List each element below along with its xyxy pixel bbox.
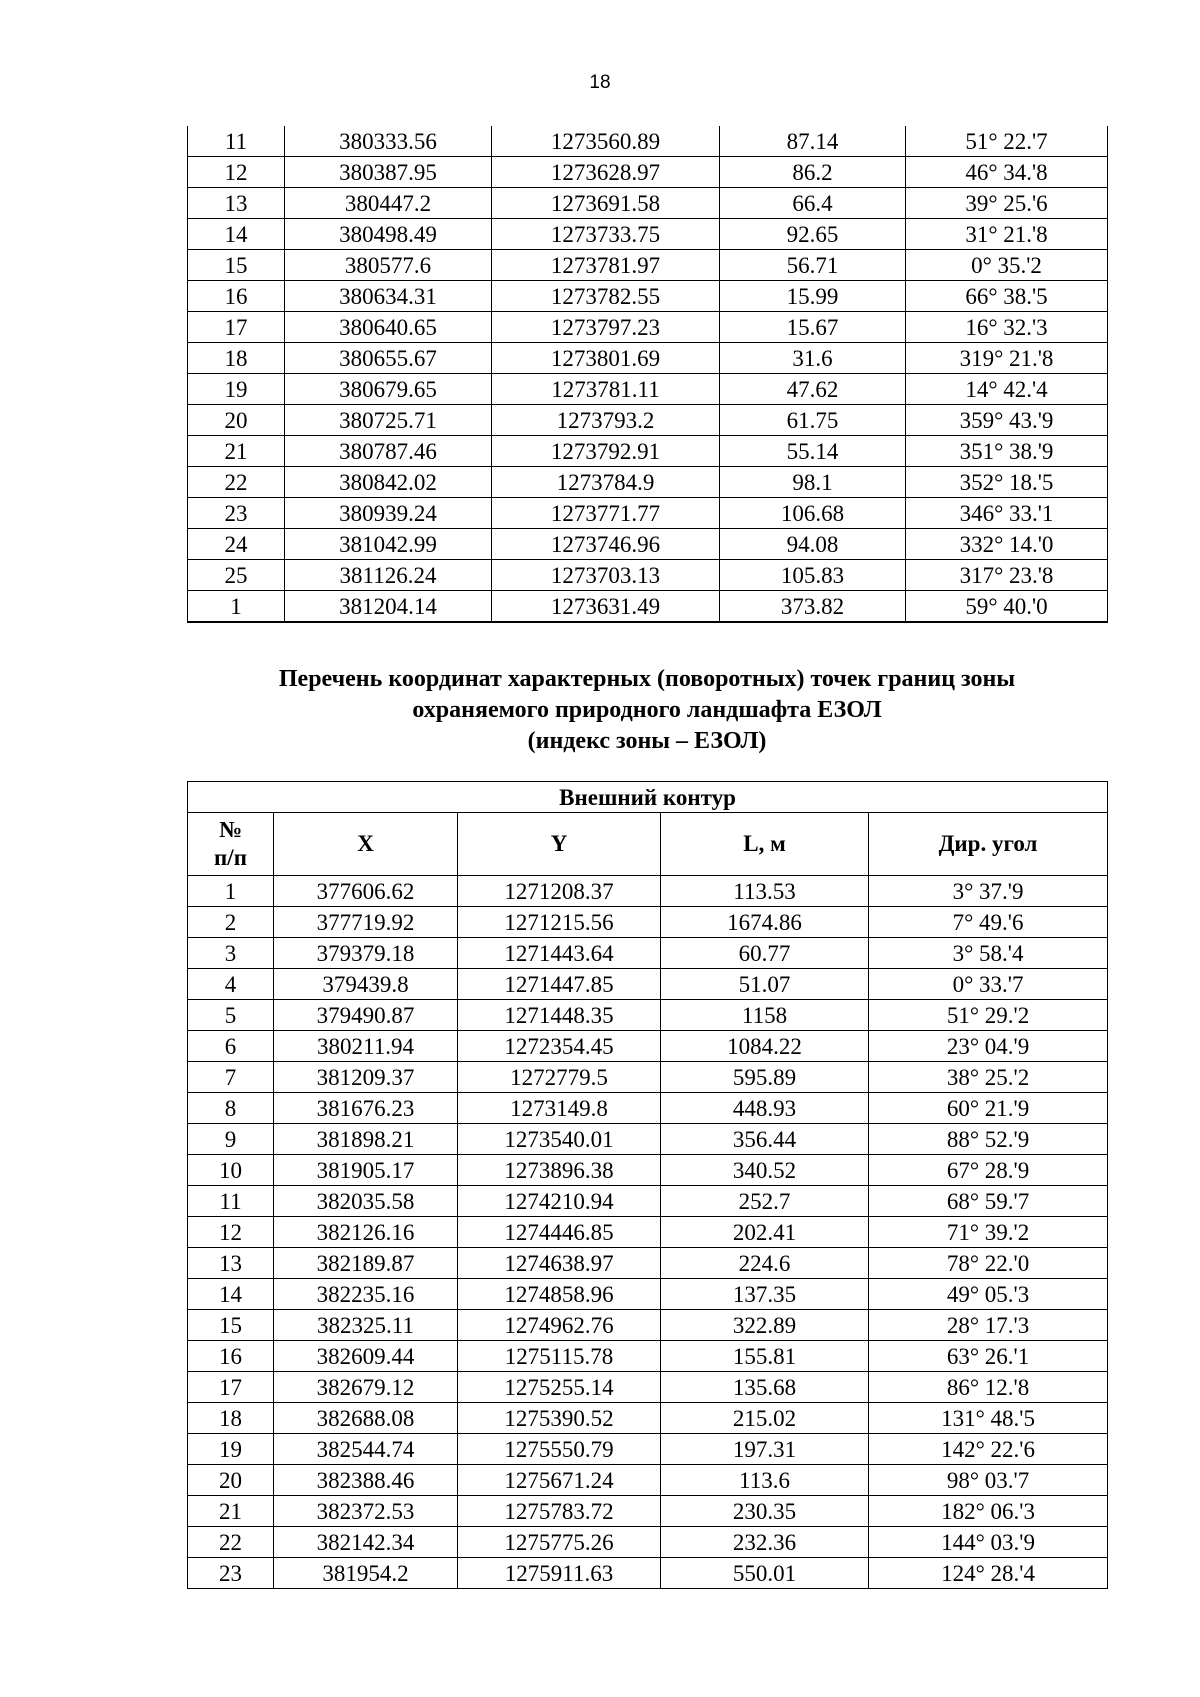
cell-x: 377606.62: [274, 876, 458, 907]
cell-number: 15: [188, 1310, 274, 1341]
cell-y: 1273784.9: [492, 467, 720, 498]
cell-length: 224.6: [661, 1248, 869, 1279]
cell-number: 18: [188, 343, 285, 374]
table-row: [188, 281, 1108, 312]
cell-length: 230.35: [661, 1496, 869, 1527]
cell-x: 380387.95: [285, 157, 492, 188]
cell-length: 595.89: [661, 1062, 869, 1093]
heading-line-3: (индекс зоны – ЕЗОЛ): [527, 728, 767, 754]
cell-x: 382609.44: [274, 1341, 458, 1372]
outer-contour-table: [187, 781, 1108, 1589]
cell-number: 13: [188, 188, 285, 219]
header-y: Y: [458, 813, 661, 876]
cell-x: 379379.18: [274, 938, 458, 969]
table-row: [188, 219, 1108, 250]
cell-x: 381954.2: [274, 1558, 458, 1589]
cell-length: 232.36: [661, 1527, 869, 1558]
cell-angle: 317° 23.'8: [906, 560, 1108, 591]
cell-number: 9: [188, 1124, 274, 1155]
cell-number: 11: [188, 126, 285, 157]
cell-number: 15: [188, 250, 285, 281]
table-row: [188, 1031, 1108, 1062]
cell-length: 137.35: [661, 1279, 869, 1310]
cell-angle: 332° 14.'0: [906, 529, 1108, 560]
cell-length: 92.65: [720, 219, 906, 250]
cell-angle: 352° 18.'5: [906, 467, 1108, 498]
outer-contour-table-body: [188, 876, 1108, 1589]
cell-number: 25: [188, 560, 285, 591]
cell-length: 202.41: [661, 1217, 869, 1248]
cell-y: 1275911.63: [458, 1558, 661, 1589]
cell-number: 14: [188, 219, 285, 250]
cell-length: 51.07: [661, 969, 869, 1000]
cell-length: 1158: [661, 1000, 869, 1031]
cell-angle: 131° 48.'5: [869, 1403, 1108, 1434]
table-row: [188, 1000, 1108, 1031]
cell-number: 17: [188, 312, 285, 343]
cell-x: 382035.58: [274, 1186, 458, 1217]
cell-y: 1273691.58: [492, 188, 720, 219]
cell-number: 20: [188, 405, 285, 436]
cell-length: 1674.86: [661, 907, 869, 938]
cell-number: 4: [188, 969, 274, 1000]
cell-y: 1271447.85: [458, 969, 661, 1000]
cell-angle: 51° 29.'2: [869, 1000, 1108, 1031]
cell-x: 381898.21: [274, 1124, 458, 1155]
table-row: [188, 467, 1108, 498]
cell-angle: 144° 03.'9: [869, 1527, 1108, 1558]
table-row: [188, 1186, 1108, 1217]
cell-length: 197.31: [661, 1434, 869, 1465]
heading-line-1: Перечень координат характерных (поворотных) точек границ зоны: [278, 666, 1016, 692]
table-row: [188, 188, 1108, 219]
table-row: [188, 1465, 1108, 1496]
cell-number: 19: [188, 1434, 274, 1465]
cell-x: 382679.12: [274, 1372, 458, 1403]
cell-number: 19: [188, 374, 285, 405]
cell-x: 380787.46: [285, 436, 492, 467]
cell-angle: 46° 34.'8: [906, 157, 1108, 188]
cell-length: 215.02: [661, 1403, 869, 1434]
cell-angle: 78° 22.'0: [869, 1248, 1108, 1279]
cell-length: 86.2: [720, 157, 906, 188]
cell-number: 22: [188, 467, 285, 498]
table-row: [188, 591, 1108, 623]
cell-length: 373.82: [720, 591, 906, 623]
cell-angle: 7° 49.'6: [869, 907, 1108, 938]
cell-x: 379439.8: [274, 969, 458, 1000]
cell-angle: 182° 06.'3: [869, 1496, 1108, 1527]
cell-length: 47.62: [720, 374, 906, 405]
cell-number: 1: [188, 591, 285, 623]
table-row: [188, 560, 1108, 591]
table-row: [188, 1093, 1108, 1124]
cell-y: 1273781.97: [492, 250, 720, 281]
cell-y: 1275783.72: [458, 1496, 661, 1527]
cell-number: 10: [188, 1155, 274, 1186]
table-row: [188, 938, 1108, 969]
cell-y: 1274446.85: [458, 1217, 661, 1248]
cell-angle: 38° 25.'2: [869, 1062, 1108, 1093]
cell-x: 380842.02: [285, 467, 492, 498]
table-row: [188, 126, 1108, 157]
table-row: [188, 1496, 1108, 1527]
cell-x: 382235.16: [274, 1279, 458, 1310]
cell-angle: 31° 21.'8: [906, 219, 1108, 250]
cell-y: 1273781.11: [492, 374, 720, 405]
heading-line-2: охраняемого природного ландшафта ЕЗОЛ: [412, 697, 882, 723]
cell-y: 1273540.01: [458, 1124, 661, 1155]
table-row: [188, 1403, 1108, 1434]
cell-angle: 14° 42.'4: [906, 374, 1108, 405]
cell-angle: 3° 37.'9: [869, 876, 1108, 907]
table-row: [188, 343, 1108, 374]
header-x: X: [274, 813, 458, 876]
cell-number: 11: [188, 1186, 274, 1217]
table-row: [188, 1310, 1108, 1341]
table-row: [188, 969, 1108, 1000]
table-row: [188, 907, 1108, 938]
cell-y: 1273782.55: [492, 281, 720, 312]
cell-angle: 124° 28.'4: [869, 1558, 1108, 1589]
cell-y: 1275671.24: [458, 1465, 661, 1496]
cell-y: 1274962.76: [458, 1310, 661, 1341]
cell-x: 382325.11: [274, 1310, 458, 1341]
cell-angle: 68° 59.'7: [869, 1186, 1108, 1217]
cell-angle: 67° 28.'9: [869, 1155, 1108, 1186]
cell-y: 1273631.49: [492, 591, 720, 623]
cell-y: 1273703.13: [492, 560, 720, 591]
cell-length: 448.93: [661, 1093, 869, 1124]
cell-x: 381042.99: [285, 529, 492, 560]
table-row: [188, 1062, 1108, 1093]
cell-length: 31.6: [720, 343, 906, 374]
cell-x: 381676.23: [274, 1093, 458, 1124]
cell-number: 21: [188, 436, 285, 467]
table-row: [188, 498, 1108, 529]
cell-x: 380333.56: [285, 126, 492, 157]
cell-x: 380640.65: [285, 312, 492, 343]
cell-y: 1275115.78: [458, 1341, 661, 1372]
cell-x: 380447.2: [285, 188, 492, 219]
header-number-pp: п/п: [214, 845, 247, 870]
cell-x: 381126.24: [285, 560, 492, 591]
cell-length: 15.67: [720, 312, 906, 343]
cell-x: 380577.6: [285, 250, 492, 281]
cell-x: 381209.37: [274, 1062, 458, 1093]
cell-y: 1272779.5: [458, 1062, 661, 1093]
cell-length: 105.83: [720, 560, 906, 591]
table-row: [188, 436, 1108, 467]
table-row: [188, 529, 1108, 560]
cell-angle: 63° 26.'1: [869, 1341, 1108, 1372]
cell-angle: 88° 52.'9: [869, 1124, 1108, 1155]
cell-y: 1273793.2: [492, 405, 720, 436]
cell-y: 1271443.64: [458, 938, 661, 969]
cell-y: 1273771.77: [492, 498, 720, 529]
cell-x: 380211.94: [274, 1031, 458, 1062]
cell-x: 382372.53: [274, 1496, 458, 1527]
header-length: L, м: [661, 813, 869, 876]
cell-x: 380939.24: [285, 498, 492, 529]
page-number: 18: [589, 72, 611, 93]
table-row: [188, 1279, 1108, 1310]
cell-y: 1275550.79: [458, 1434, 661, 1465]
cell-length: 550.01: [661, 1558, 869, 1589]
table-row: [188, 405, 1108, 436]
cell-length: 55.14: [720, 436, 906, 467]
cell-number: 20: [188, 1465, 274, 1496]
cell-number: 16: [188, 281, 285, 312]
cell-angle: 66° 38.'5: [906, 281, 1108, 312]
cell-number: 3: [188, 938, 274, 969]
cell-y: 1273896.38: [458, 1155, 661, 1186]
cell-number: 8: [188, 1093, 274, 1124]
cell-y: 1275390.52: [458, 1403, 661, 1434]
cell-angle: 23° 04.'9: [869, 1031, 1108, 1062]
coordinates-table-continued: [187, 126, 1108, 623]
cell-length: 1084.22: [661, 1031, 869, 1062]
cell-y: 1275255.14: [458, 1372, 661, 1403]
cell-y: 1272354.45: [458, 1031, 661, 1062]
cell-length: 66.4: [720, 188, 906, 219]
cell-length: 15.99: [720, 281, 906, 312]
cell-angle: 3° 58.'4: [869, 938, 1108, 969]
table-row: [188, 1372, 1108, 1403]
table-row: [188, 1434, 1108, 1465]
cell-length: 356.44: [661, 1124, 869, 1155]
table-row: [188, 157, 1108, 188]
cell-length: 252.7: [661, 1186, 869, 1217]
cell-y: 1271208.37: [458, 876, 661, 907]
cell-number: 24: [188, 529, 285, 560]
cell-number: 18: [188, 1403, 274, 1434]
cell-x: 382189.87: [274, 1248, 458, 1279]
cell-number: 16: [188, 1341, 274, 1372]
table-row: [188, 374, 1108, 405]
table-row: [188, 1558, 1108, 1589]
cell-y: 1273733.75: [492, 219, 720, 250]
cell-x: 381905.17: [274, 1155, 458, 1186]
cell-y: 1274210.94: [458, 1186, 661, 1217]
cell-angle: 319° 21.'8: [906, 343, 1108, 374]
table-row: [188, 1217, 1108, 1248]
cell-x: 382688.08: [274, 1403, 458, 1434]
table-row: [188, 1124, 1108, 1155]
table-row: [188, 312, 1108, 343]
cell-x: 380498.49: [285, 219, 492, 250]
table-caption-row: [188, 782, 1108, 813]
cell-angle: 49° 05.'3: [869, 1279, 1108, 1310]
cell-length: 94.08: [720, 529, 906, 560]
cell-x: 379490.87: [274, 1000, 458, 1031]
cell-length: 113.53: [661, 876, 869, 907]
table-row: [188, 1527, 1108, 1558]
cell-angle: 28° 17.'3: [869, 1310, 1108, 1341]
cell-number: 12: [188, 1217, 274, 1248]
cell-x: 382142.34: [274, 1527, 458, 1558]
cell-number: 5: [188, 1000, 274, 1031]
cell-number: 23: [188, 498, 285, 529]
cell-number: 2: [188, 907, 274, 938]
cell-number: 13: [188, 1248, 274, 1279]
cell-x: 377719.92: [274, 907, 458, 938]
header-angle: Дир. угол: [869, 813, 1108, 876]
cell-length: 98.1: [720, 467, 906, 498]
cell-x: 382388.46: [274, 1465, 458, 1496]
cell-length: 87.14: [720, 126, 906, 157]
cell-angle: 0° 33.'7: [869, 969, 1108, 1000]
table-row: [188, 250, 1108, 281]
table-row: [188, 1155, 1108, 1186]
cell-y: 1273149.8: [458, 1093, 661, 1124]
cell-x: 380725.71: [285, 405, 492, 436]
cell-length: 60.77: [661, 938, 869, 969]
cell-number: 14: [188, 1279, 274, 1310]
cell-y: 1271448.35: [458, 1000, 661, 1031]
coordinates-table-continued-body: [188, 126, 1108, 622]
cell-angle: 359° 43.'9: [906, 405, 1108, 436]
cell-angle: 59° 40.'0: [906, 591, 1108, 623]
cell-angle: 60° 21.'9: [869, 1093, 1108, 1124]
cell-number: 1: [188, 876, 274, 907]
cell-angle: 51° 22.'7: [906, 126, 1108, 157]
cell-length: 106.68: [720, 498, 906, 529]
cell-number: 22: [188, 1527, 274, 1558]
cell-x: 382544.74: [274, 1434, 458, 1465]
cell-x: 380634.31: [285, 281, 492, 312]
cell-angle: 98° 03.'7: [869, 1465, 1108, 1496]
cell-angle: 142° 22.'6: [869, 1434, 1108, 1465]
cell-angle: 351° 38.'9: [906, 436, 1108, 467]
cell-angle: 86° 12.'8: [869, 1372, 1108, 1403]
cell-y: 1274858.96: [458, 1279, 661, 1310]
cell-number: 12: [188, 157, 285, 188]
header-number-sign: №: [218, 817, 243, 843]
cell-x: 381204.14: [285, 591, 492, 623]
cell-y: 1273628.97: [492, 157, 720, 188]
cell-angle: 346° 33.'1: [906, 498, 1108, 529]
section-heading: [150, 664, 1144, 757]
cell-number: 23: [188, 1558, 274, 1589]
cell-angle: 71° 39.'2: [869, 1217, 1108, 1248]
cell-y: 1273792.91: [492, 436, 720, 467]
cell-y: 1273797.23: [492, 312, 720, 343]
cell-number: 21: [188, 1496, 274, 1527]
cell-y: 1273560.89: [492, 126, 720, 157]
cell-length: 56.71: [720, 250, 906, 281]
cell-length: 61.75: [720, 405, 906, 436]
table-row: [188, 876, 1108, 907]
cell-x: 380679.65: [285, 374, 492, 405]
header-number: [188, 813, 274, 876]
cell-angle: 16° 32.'3: [906, 312, 1108, 343]
cell-length: 340.52: [661, 1155, 869, 1186]
table-row: [188, 1341, 1108, 1372]
cell-length: 135.68: [661, 1372, 869, 1403]
table-header-row: [188, 813, 1108, 876]
cell-number: 6: [188, 1031, 274, 1062]
cell-y: 1273746.96: [492, 529, 720, 560]
cell-x: 380655.67: [285, 343, 492, 374]
cell-angle: 0° 35.'2: [906, 250, 1108, 281]
cell-length: 155.81: [661, 1341, 869, 1372]
cell-number: 17: [188, 1372, 274, 1403]
cell-y: 1275775.26: [458, 1527, 661, 1558]
cell-x: 382126.16: [274, 1217, 458, 1248]
cell-y: 1273801.69: [492, 343, 720, 374]
cell-number: 7: [188, 1062, 274, 1093]
table-caption: Внешний контур: [188, 782, 1108, 813]
cell-angle: 39° 25.'6: [906, 188, 1108, 219]
table-row: [188, 1248, 1108, 1279]
cell-length: 322.89: [661, 1310, 869, 1341]
cell-length: 113.6: [661, 1465, 869, 1496]
cell-y: 1274638.97: [458, 1248, 661, 1279]
cell-y: 1271215.56: [458, 907, 661, 938]
